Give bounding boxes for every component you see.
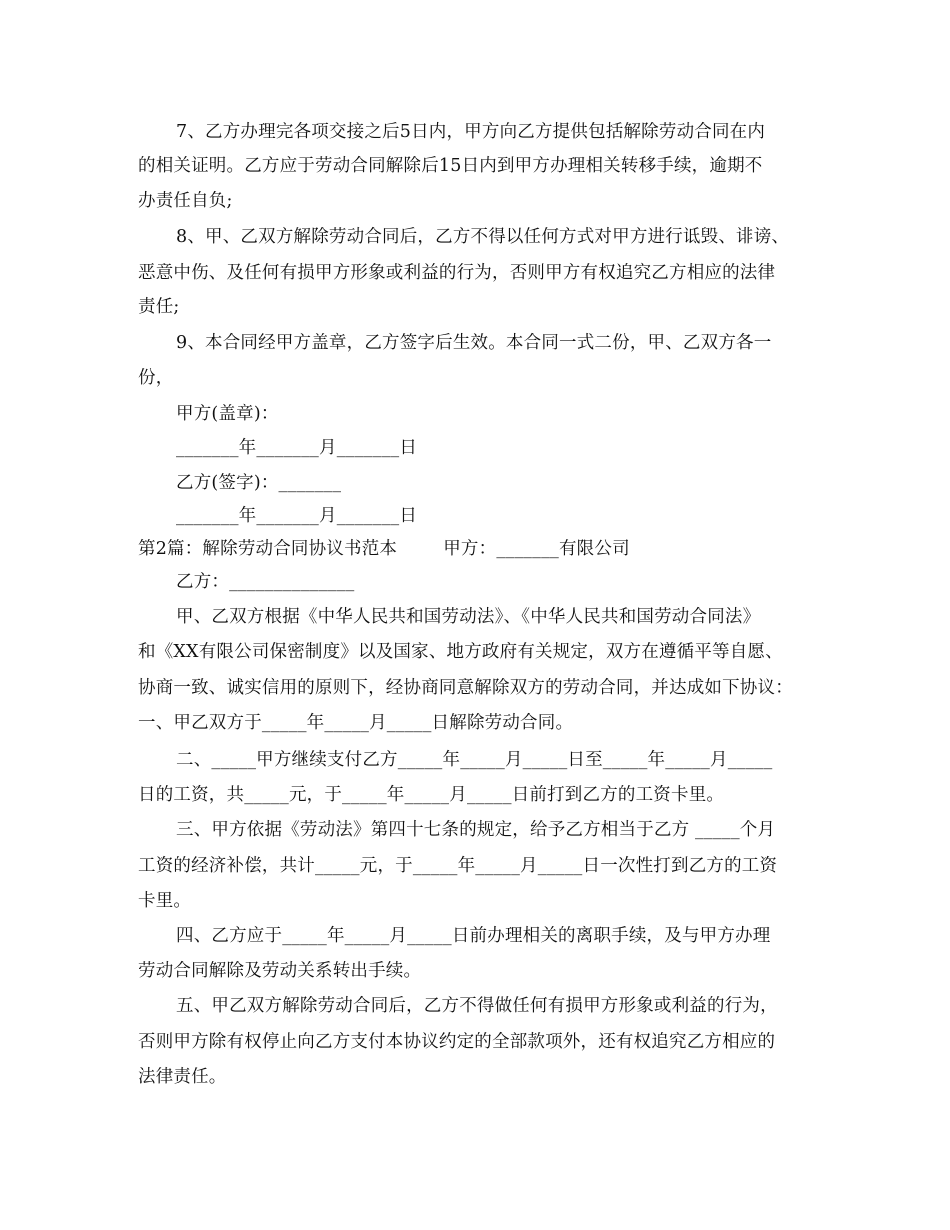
section-2-heading: 第2篇：解除劳动合同协议书范本 甲方：_______有限公司 bbox=[138, 539, 630, 559]
article-2-line-1: 二、_____甲方继续支付乙方_____年_____月_____日至_____年_____月_____ bbox=[176, 750, 773, 770]
article-2-line-2: 日的工资，共_____元，于_____年_____月_____日前打到乙方的工资卡里。 bbox=[138, 785, 725, 805]
clause-9-line-1: 9、本合同经甲方盖章，乙方签字后生效。本合同一式二份，甲、乙双方各一 bbox=[176, 333, 772, 353]
party-b-date-line: _______年_______月_______日 bbox=[176, 506, 418, 526]
preamble-line-2: 和《XX有限公司保密制度》以及国家、地方政府有关规定，双方在遵循平等自愿、 bbox=[138, 642, 783, 662]
article-3-line-1: 三、甲方依据《劳动法》第四十七条的规定，给予乙方相当于乙方 _____个月 bbox=[176, 820, 776, 840]
clause-7-line-1: 7、乙方办理完各项交接之后5日内，甲方向乙方提供包括解除劳动合同在内 bbox=[176, 122, 766, 142]
article-3-line-2: 工资的经济补偿，共计_____元，于_____年_____月_____日一次性打到乙方的工资 bbox=[138, 856, 778, 876]
article-5-line-2: 否则甲方除有权停止向乙方支付本协议约定的全部款项外，还有权追究乙方相应的 bbox=[138, 1032, 776, 1052]
party-a-seal-label: 甲方(盖章)： bbox=[176, 404, 279, 424]
party-a-date-line: _______年_______月_______日 bbox=[176, 438, 418, 458]
article-5-line-3: 法律责任。 bbox=[138, 1067, 227, 1087]
clause-9-line-2: 份， bbox=[138, 368, 174, 388]
article-5-line-1: 五、甲乙双方解除劳动合同后，乙方不得做任何有损甲方形象或利益的行为， bbox=[176, 996, 778, 1016]
party-b-signature-label: 乙方(签字)：_______ bbox=[176, 473, 342, 493]
preamble-line-1: 甲、乙双方根据《中华人民共和国劳动法》、《中华人民共和国劳动合同法》 bbox=[176, 607, 761, 627]
party-b-name-line: 乙方：______________ bbox=[176, 572, 355, 592]
clause-7-line-2: 的相关证明。乙方应于劳动合同解除后15日内到甲方办理相关转移手续，逾期不 bbox=[138, 156, 763, 176]
article-3-line-3: 卡里。 bbox=[138, 891, 192, 911]
article-4-line-1: 四、乙方应于_____年_____月_____日前办理相关的离职手续，及与甲方办理 bbox=[176, 926, 771, 946]
clause-7-line-3: 办责任自负; bbox=[138, 191, 233, 211]
clause-8-line-3: 责任; bbox=[138, 297, 180, 317]
clause-8-line-1: 8、甲、乙双方解除劳动合同后，乙方不得以任何方式对甲方进行诋毁、诽谤、 bbox=[176, 227, 790, 247]
article-1: 一、甲乙双方于_____年_____月_____日解除劳动合同。 bbox=[138, 713, 574, 733]
article-4-line-2: 劳动合同解除及劳动关系转出手续。 bbox=[138, 961, 422, 981]
preamble-line-3: 协商一致、诚实信用的原则下，经协商同意解除双方的劳动合同，并达成如下协议： bbox=[138, 678, 793, 698]
clause-8-line-2: 恶意中伤、及任何有损甲方形象或利益的行为，否则甲方有权追究乙方相应的法律 bbox=[138, 263, 776, 283]
